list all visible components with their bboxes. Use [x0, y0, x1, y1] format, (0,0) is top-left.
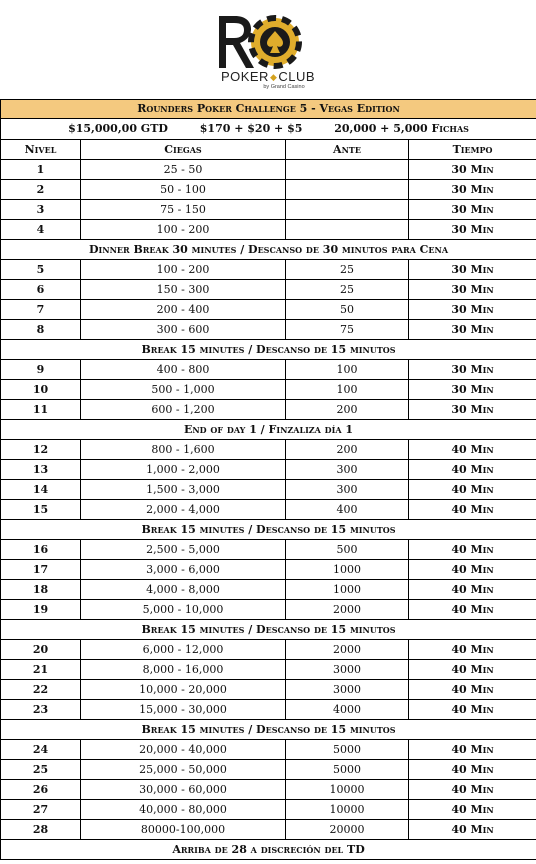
time-cell: 40 Min	[409, 760, 536, 780]
blinds-cell: 1,500 - 3,000	[81, 480, 286, 500]
level-row	[1, 180, 536, 200]
level-row	[1, 440, 536, 460]
time-cell: 40 Min	[409, 740, 536, 760]
level-cell: 15	[1, 500, 81, 520]
blinds-cell: 1,000 - 2,000	[81, 460, 286, 480]
tournament-title: Rounders Poker Challenge 5 - Vegas Edition	[1, 100, 536, 119]
level-cell: 22	[1, 680, 81, 700]
level-row	[1, 500, 536, 520]
level-row	[1, 640, 536, 660]
rounders-logo-icon	[213, 12, 303, 70]
ante-cell: 1000	[286, 580, 409, 600]
ante-cell: 50	[286, 300, 409, 320]
ante-cell: 10000	[286, 780, 409, 800]
level-row	[1, 300, 536, 320]
blinds-cell: 300 - 600	[81, 320, 286, 340]
level-cell: 7	[1, 300, 81, 320]
ante-cell: 20000	[286, 820, 409, 840]
ante-cell: 2000	[286, 600, 409, 620]
blinds-cell: 500 - 1,000	[81, 380, 286, 400]
blinds-cell: 25 - 50	[81, 160, 286, 180]
blinds-cell: 40,000 - 80,000	[81, 800, 286, 820]
time-cell: 30 Min	[409, 160, 536, 180]
level-cell: 18	[1, 580, 81, 600]
blinds-cell: 800 - 1,600	[81, 440, 286, 460]
ante-cell: 25	[286, 280, 409, 300]
level-row	[1, 160, 536, 180]
blinds-cell: 30,000 - 60,000	[81, 780, 286, 800]
blinds-cell: 20,000 - 40,000	[81, 740, 286, 760]
break-row	[1, 620, 536, 640]
blinds-cell: 400 - 800	[81, 360, 286, 380]
logo	[0, 0, 536, 98]
time-cell: 40 Min	[409, 640, 536, 660]
level-row	[1, 260, 536, 280]
blinds-cell: 3,000 - 6,000	[81, 560, 286, 580]
level-row	[1, 820, 536, 840]
level-cell: 21	[1, 660, 81, 680]
time-cell: 30 Min	[409, 380, 536, 400]
level-row	[1, 320, 536, 340]
time-cell: 40 Min	[409, 700, 536, 720]
time-cell: 40 Min	[409, 680, 536, 700]
level-cell: 4	[1, 220, 81, 240]
logo-subtitle: by Grand Casino	[263, 84, 305, 90]
level-row	[1, 400, 536, 420]
level-row	[1, 560, 536, 580]
header-ante: Ante	[286, 140, 409, 160]
level-cell: 9	[1, 360, 81, 380]
level-cell: 1	[1, 160, 81, 180]
time-cell: 30 Min	[409, 300, 536, 320]
time-cell: 40 Min	[409, 660, 536, 680]
ante-cell: 25	[286, 260, 409, 280]
break-row	[1, 420, 536, 440]
blinds-cell: 150 - 300	[81, 280, 286, 300]
level-row	[1, 740, 536, 760]
blinds-cell: 15,000 - 30,000	[81, 700, 286, 720]
blinds-cell: 2,000 - 4,000	[81, 500, 286, 520]
level-cell: 10	[1, 380, 81, 400]
level-row	[1, 220, 536, 240]
blinds-cell: 6,000 - 12,000	[81, 640, 286, 660]
time-cell: 40 Min	[409, 780, 536, 800]
ante-cell	[286, 160, 409, 180]
header-row	[1, 140, 536, 160]
break-row	[1, 340, 536, 360]
ante-cell: 3000	[286, 680, 409, 700]
break-row	[1, 840, 536, 860]
ante-cell: 200	[286, 440, 409, 460]
time-cell: 40 Min	[409, 460, 536, 480]
time-cell: 30 Min	[409, 180, 536, 200]
level-row	[1, 660, 536, 680]
level-row	[1, 200, 536, 220]
ante-cell: 100	[286, 380, 409, 400]
level-row	[1, 800, 536, 820]
break-label: Arriba de 28 a discreción del TD	[1, 840, 536, 860]
level-cell: 20	[1, 640, 81, 660]
starting-chips: 20,000 + 5,000 Fichas	[334, 122, 469, 135]
level-cell: 28	[1, 820, 81, 840]
time-cell: 40 Min	[409, 500, 536, 520]
buy-in: $170 + $20 + $5	[199, 122, 303, 135]
logo-text: POKER◆CLUB	[220, 69, 316, 84]
time-cell: 40 Min	[409, 580, 536, 600]
break-row	[1, 720, 536, 740]
header-time: Tiempo	[409, 140, 536, 160]
level-cell: 19	[1, 600, 81, 620]
break-label: Break 15 minutes / Descanso de 15 minutos	[1, 340, 536, 360]
ante-cell	[286, 200, 409, 220]
level-cell: 5	[1, 260, 81, 280]
level-row	[1, 360, 536, 380]
time-cell: 30 Min	[409, 260, 536, 280]
break-label: Break 15 minutes / Descanso de 15 minutos	[1, 620, 536, 640]
level-row	[1, 760, 536, 780]
level-cell: 23	[1, 700, 81, 720]
header-blinds: Ciegas	[81, 140, 286, 160]
level-cell: 12	[1, 440, 81, 460]
blinds-cell: 8,000 - 16,000	[81, 660, 286, 680]
level-cell: 3	[1, 200, 81, 220]
time-cell: 30 Min	[409, 360, 536, 380]
level-row	[1, 580, 536, 600]
level-row	[1, 380, 536, 400]
ante-cell: 4000	[286, 700, 409, 720]
time-cell: 40 Min	[409, 600, 536, 620]
ante-cell: 200	[286, 400, 409, 420]
ante-cell	[286, 220, 409, 240]
level-cell: 17	[1, 560, 81, 580]
level-row	[1, 540, 536, 560]
level-cell: 25	[1, 760, 81, 780]
blinds-cell: 80000-100,000	[81, 820, 286, 840]
time-cell: 40 Min	[409, 440, 536, 460]
level-cell: 8	[1, 320, 81, 340]
level-row	[1, 280, 536, 300]
break-label: Break 15 minutes / Descanso de 15 minutos	[1, 520, 536, 540]
level-cell: 2	[1, 180, 81, 200]
level-row	[1, 460, 536, 480]
blind-structure-table	[0, 99, 536, 860]
ante-cell: 3000	[286, 660, 409, 680]
ante-cell: 1000	[286, 560, 409, 580]
ante-cell: 2000	[286, 640, 409, 660]
header-level: Nivel	[1, 140, 81, 160]
time-cell: 30 Min	[409, 200, 536, 220]
time-cell: 30 Min	[409, 320, 536, 340]
diamond-icon: ◆	[269, 72, 278, 82]
guaranteed-prize: $15,000,00 GTD	[68, 122, 168, 135]
ante-cell: 75	[286, 320, 409, 340]
time-cell: 40 Min	[409, 540, 536, 560]
level-row	[1, 700, 536, 720]
ante-cell: 400	[286, 500, 409, 520]
break-row	[1, 520, 536, 540]
ante-cell: 5000	[286, 760, 409, 780]
blinds-cell: 2,500 - 5,000	[81, 540, 286, 560]
level-row	[1, 480, 536, 500]
blinds-cell: 4,000 - 8,000	[81, 580, 286, 600]
time-cell: 30 Min	[409, 400, 536, 420]
blinds-cell: 600 - 1,200	[81, 400, 286, 420]
ante-cell	[286, 180, 409, 200]
blinds-cell: 25,000 - 50,000	[81, 760, 286, 780]
level-cell: 14	[1, 480, 81, 500]
ante-cell: 5000	[286, 740, 409, 760]
break-label: Dinner Break 30 minutes / Descanso de 30 minutos para Cena	[1, 240, 536, 260]
level-cell: 26	[1, 780, 81, 800]
time-cell: 40 Min	[409, 820, 536, 840]
blinds-cell: 50 - 100	[81, 180, 286, 200]
time-cell: 40 Min	[409, 480, 536, 500]
blinds-cell: 5,000 - 10,000	[81, 600, 286, 620]
title-row	[1, 100, 536, 119]
ante-cell: 300	[286, 480, 409, 500]
ante-cell: 500	[286, 540, 409, 560]
break-label: Break 15 minutes / Descanso de 15 minutos	[1, 720, 536, 740]
level-cell: 16	[1, 540, 81, 560]
ante-cell: 100	[286, 360, 409, 380]
level-cell: 27	[1, 800, 81, 820]
ante-cell: 300	[286, 460, 409, 480]
level-row	[1, 680, 536, 700]
blinds-cell: 100 - 200	[81, 220, 286, 240]
time-cell: 40 Min	[409, 560, 536, 580]
info-row	[1, 119, 536, 140]
level-row	[1, 780, 536, 800]
blinds-cell: 75 - 150	[81, 200, 286, 220]
blinds-cell: 200 - 400	[81, 300, 286, 320]
blinds-cell: 100 - 200	[81, 260, 286, 280]
time-cell: 30 Min	[409, 220, 536, 240]
time-cell: 40 Min	[409, 800, 536, 820]
break-label: End of day 1 / Finzaliza día 1	[1, 420, 536, 440]
level-cell: 6	[1, 280, 81, 300]
level-cell: 13	[1, 460, 81, 480]
time-cell: 30 Min	[409, 280, 536, 300]
blinds-cell: 10,000 - 20,000	[81, 680, 286, 700]
level-row	[1, 600, 536, 620]
break-row	[1, 240, 536, 260]
level-cell: 24	[1, 740, 81, 760]
level-cell: 11	[1, 400, 81, 420]
ante-cell: 10000	[286, 800, 409, 820]
